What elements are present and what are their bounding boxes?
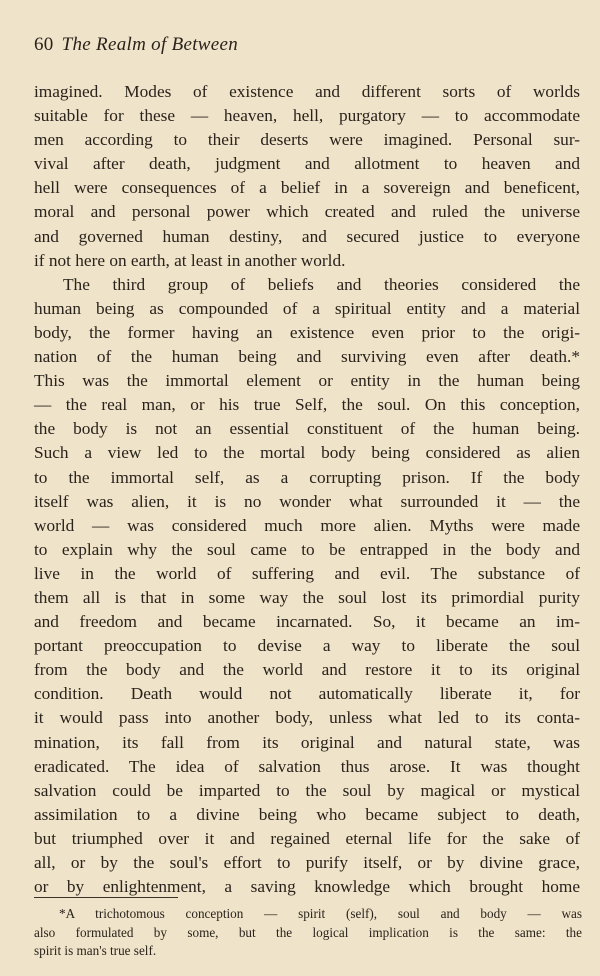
text-line: all, or by the soul's effort to purify itself, or by divine grace,	[34, 853, 580, 872]
book-title: The Realm of Between	[61, 34, 239, 55]
text-line: eradicated. The idea of salvation thus arose. It was thought	[34, 756, 580, 776]
text-line: the body is not an essential constituent of the human being.	[34, 419, 580, 439]
footnote-line: spirit is man's true self.	[34, 943, 157, 958]
text-line: suitable for these — heaven, hell, purgatory — to accommodate	[34, 106, 580, 126]
text-line: but triumphed over it and regained eternal life for the sake of	[34, 828, 580, 848]
text-line: or by enlightenment, a saving knowledge which brought home	[34, 877, 580, 897]
text-line: and freedom and became incarnated. So, it became an im-	[34, 612, 580, 632]
text-line: portant preoccupation to devise a way to liberate the soul	[34, 636, 580, 656]
footnote-line: *A trichotomous conception — spirit (self), soul and body — was	[59, 906, 582, 921]
text-line: and governed human destiny, and secured justice to everyone	[34, 226, 580, 246]
text-line: body, the former having an existence even prior to the origi-	[34, 322, 580, 342]
paragraph-first-line: The third group of beliefs and theories considered the	[63, 274, 580, 294]
text-line: human being as compounded of a spiritual entity and a material	[34, 298, 580, 318]
text-line: men according to their deserts were imagined. Personal sur-	[34, 130, 580, 150]
text-line: mination, its fall from its original and natural state, was	[34, 732, 580, 752]
text-line: vival after death, judgment and allotment to heaven and	[34, 154, 580, 174]
text-line: it would pass into another body, unless what led to its conta-	[34, 708, 580, 728]
text-line: assimilation to a divine being who became subject to death,	[34, 804, 580, 824]
text-line: from the body and the world and restore it to its original	[34, 660, 580, 680]
text-line: to the immortal self, as a corrupting prison. If the body	[34, 467, 580, 487]
text-line: nation of the human being and surviving even after death.*	[34, 347, 580, 367]
text-line: them all is that in some way the soul lost its primordial purity	[34, 587, 580, 607]
footnote-divider	[34, 897, 178, 898]
footnote-line: also formulated by some, but the logical implication is the same: the	[34, 924, 582, 940]
body-text	[34, 80, 580, 899]
page-number: 60	[34, 34, 54, 55]
text-line: if not here on earth, at least in another world.	[34, 250, 346, 270]
text-line: world — was considered much more alien. Myths were made	[34, 515, 580, 535]
text-line: to explain why the soul came to be entrapped in the body and	[34, 539, 580, 559]
text-line: salvation could be imparted to the soul by magical or mystical	[34, 780, 580, 800]
text-line: itself was alien, it is no wonder what surrounded it — the	[34, 491, 580, 511]
footnote	[34, 905, 582, 961]
text-line: — the real man, or his true Self, the soul. On this conception,	[34, 395, 580, 415]
text-line: moral and personal power which created and ruled the universe	[34, 202, 580, 222]
text-line: condition. Death would not automatically liberate it, for	[34, 684, 580, 704]
text-line: hell were consequences of a belief in a sovereign and beneficent,	[34, 178, 580, 198]
text-line: Such a view led to the mortal body being considered as alien	[34, 443, 580, 463]
text-line: imagined. Modes of existence and different sorts of worlds	[34, 82, 580, 101]
running-head	[34, 34, 238, 56]
text-line: This was the immortal element or entity in the human being	[34, 371, 580, 391]
text-line: live in the world of suffering and evil. The substance of	[34, 563, 580, 583]
